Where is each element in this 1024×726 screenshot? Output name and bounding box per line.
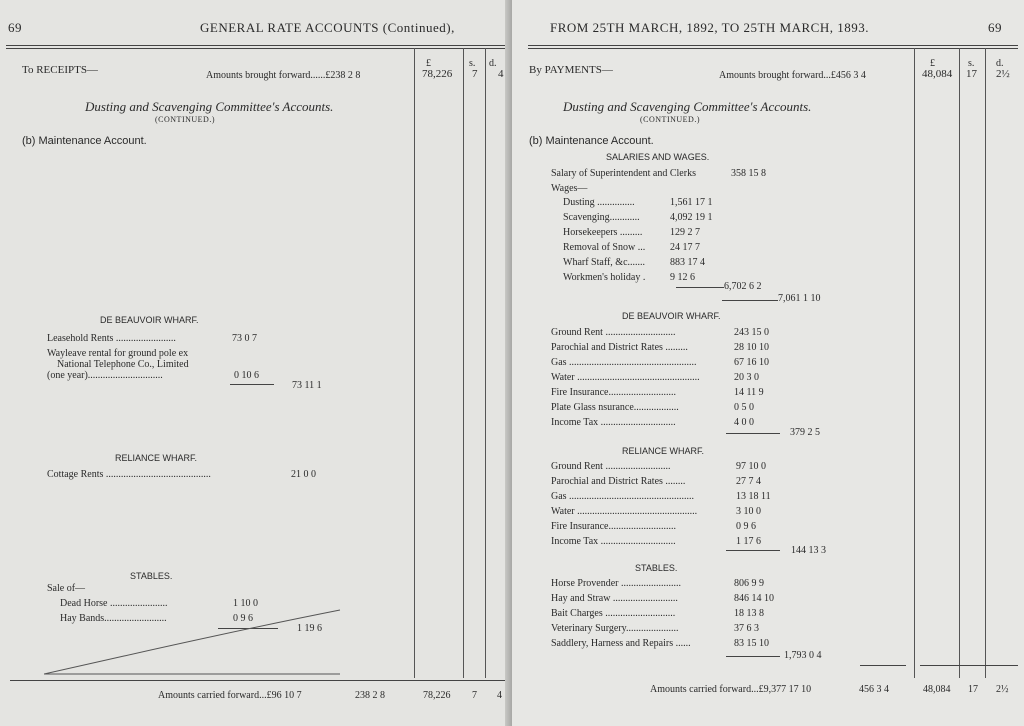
left-closing-stroke: [44, 604, 344, 676]
stables-item-label: Saddlery, Harness and Repairs ......: [551, 638, 691, 649]
stables-item-amount: 18 13 8: [734, 608, 764, 619]
de-beauvoir-item-label: Income Tax ..............................: [551, 417, 676, 428]
right-bf-shillings: 17: [966, 68, 977, 80]
stables-item-label: Veterinary Surgery.....................: [551, 623, 679, 634]
reliance-item-label: Parochial and District Rates ........: [551, 476, 686, 487]
left-hay-bands-amount: 0 9 6: [233, 613, 253, 624]
reliance-item-amount: 13 18 11: [736, 491, 771, 502]
wage-item-amount: 4,092 19 1: [670, 212, 713, 223]
wage-item-amount: 1,561 17 1: [670, 197, 713, 208]
wage-item-label: Workmen's holiday .: [563, 272, 646, 283]
right-col-pence-header: d.: [996, 58, 1004, 69]
right-running-head: FROM 25TH MARCH, 1892, TO 25TH MARCH, 1893.: [550, 20, 869, 35]
wage-item-label: Scavenging............: [563, 212, 640, 223]
left-maintenance: (b) Maintenance Account.: [22, 135, 147, 147]
de-beauvoir-item-amount: 28 10 10: [734, 342, 769, 353]
wage-item-amount: 129 2 7: [670, 227, 700, 238]
de-beauvoir-item-label: Gas ...................................................: [551, 357, 697, 368]
left-wayleave-line3: (one year)..............................: [47, 370, 163, 381]
right-carried-subtotal: 456 3 4: [859, 684, 889, 695]
stables-item-label: Hay and Straw ..........................: [551, 593, 678, 604]
left-de-beauvoir-heading: DE BEAUVOIR WHARF.: [100, 315, 199, 325]
reliance-item-amount: 27 7 4: [736, 476, 761, 487]
wage-item-amount: 9 12 6: [670, 272, 695, 283]
right-col-pounds-header: £: [930, 58, 935, 69]
right-salaries-total: 7,061 1 10: [778, 293, 821, 304]
left-cf-pounds: 78,226: [423, 690, 451, 701]
de-beauvoir-item-label: Parochial and District Rates .........: [551, 342, 688, 353]
wage-item-label: Removal of Snow ...: [563, 242, 646, 253]
reliance-item-label: Fire Insurance...........................: [551, 521, 676, 532]
left-col-pence-header: d.: [489, 58, 497, 69]
right-page: [512, 0, 1024, 726]
right-carried-forward: Amounts carried forward...£9,377 17 10: [650, 684, 812, 695]
right-bf-pence: 2½: [996, 68, 1010, 80]
right-reliance-total: 144 13 3: [791, 545, 826, 556]
reliance-item-amount: 3 10 0: [736, 506, 761, 517]
de-beauvoir-item-amount: 0 5 0: [734, 402, 754, 413]
right-page-number: 69: [988, 20, 1002, 35]
left-de-beauvoir-total: 73 11 1: [292, 380, 322, 391]
right-brought-forward: Amounts brought forward...£456 3 4: [719, 70, 866, 81]
left-continued: (CONTINUED.): [155, 115, 215, 124]
stables-item-amount: 846 14 10: [734, 593, 774, 604]
de-beauvoir-item-amount: 20 3 0: [734, 372, 759, 383]
de-beauvoir-item-amount: 14 11 9: [734, 387, 764, 398]
stables-item-label: Bait Charges ............................: [551, 608, 676, 619]
wage-item-label: Dusting ...............: [563, 197, 635, 208]
left-cf-pence: 4: [497, 690, 502, 701]
stables-item-label: Horse Provender ........................: [551, 578, 681, 589]
right-maintenance: (b) Maintenance Account.: [529, 135, 654, 147]
left-hay-bands-label: Hay Bands.........................: [60, 613, 167, 624]
left-page-number: 69: [8, 20, 22, 35]
stables-item-amount: 83 15 10: [734, 638, 769, 649]
left-committee-title: Dusting and Scavenging Committee's Accounts.: [85, 99, 334, 114]
right-bf-pounds: 48,084: [922, 68, 953, 80]
reliance-item-label: Income Tax ..............................: [551, 536, 676, 547]
right-salary-label: Salary of Superintendent and Clerks: [551, 168, 696, 179]
right-section: By PAYMENTS—: [529, 64, 613, 76]
left-stables-total: 1 19 6: [297, 623, 322, 634]
left-leasehold-label: Leasehold Rents ........................: [47, 333, 176, 344]
left-bf-shillings: 7: [472, 68, 478, 80]
reliance-item-amount: 97 10 0: [736, 461, 766, 472]
right-reliance-heading: RELIANCE WHARF.: [622, 446, 705, 456]
wage-item-label: Wharf Staff, &c.......: [563, 257, 646, 268]
right-cf-pence: 2½: [996, 684, 1009, 695]
left-carried-subtotal: 238 2 8: [355, 690, 385, 701]
stables-item-amount: 37 6 3: [734, 623, 759, 634]
right-committee-title: Dusting and Scavenging Committee's Accounts.: [563, 99, 812, 114]
left-running-head: GENERAL RATE ACCOUNTS (Continued),: [200, 20, 455, 35]
reliance-item-label: Gas ..................................................: [551, 491, 695, 502]
right-wages-total: 6,702 6 2: [724, 281, 762, 292]
left-brought-forward: Amounts brought forward......£238 2 8: [206, 70, 361, 81]
left-wayleave-line2: National Telephone Co., Limited: [57, 359, 189, 370]
de-beauvoir-item-amount: 4 0 0: [734, 417, 754, 428]
reliance-item-label: Ground Rent ..........................: [551, 461, 671, 472]
left-carried-forward: Amounts carried forward...£96 10 7: [158, 690, 302, 701]
reliance-item-amount: 0 9 6: [736, 521, 756, 532]
right-cf-shillings: 17: [968, 684, 978, 695]
right-cf-pounds: 48,084: [923, 684, 951, 695]
right-salary-amount: 358 15 8: [731, 168, 766, 179]
left-leasehold-amount: 73 0 7: [232, 333, 257, 344]
left-cf-shillings: 7: [472, 690, 477, 701]
right-salaries-heading: SALARIES AND WAGES.: [606, 152, 710, 162]
de-beauvoir-item-label: Water .................................................: [551, 372, 700, 383]
wage-item-amount: 883 17 4: [670, 257, 705, 268]
right-stables-heading: STABLES.: [635, 563, 678, 573]
de-beauvoir-item-label: Ground Rent ............................: [551, 327, 676, 338]
left-stables-heading: STABLES.: [130, 571, 173, 581]
de-beauvoir-item-amount: 243 15 0: [734, 327, 769, 338]
left-bf-pounds: 78,226: [422, 68, 453, 80]
right-wages-label: Wages—: [551, 183, 588, 194]
right-col-shillings-header: s.: [968, 58, 975, 69]
left-sale-of: Sale of—: [47, 583, 86, 594]
de-beauvoir-item-label: Plate Glass nsurance..................: [551, 402, 679, 413]
wage-item-amount: 24 17 7: [670, 242, 700, 253]
right-continued: (CONTINUED.): [640, 115, 700, 124]
wage-item-label: Horsekeepers .........: [563, 227, 643, 238]
left-section: To RECEIPTS—: [22, 64, 98, 76]
right-de-beauvoir-heading: DE BEAUVOIR WHARF.: [622, 311, 721, 321]
left-reliance-heading: RELIANCE WHARF.: [115, 453, 198, 463]
de-beauvoir-item-label: Fire Insurance...........................: [551, 387, 676, 398]
reliance-item-amount: 1 17 6: [736, 536, 761, 547]
stables-item-amount: 806 9 9: [734, 578, 764, 589]
right-de-beauvoir-total: 379 2 5: [790, 427, 820, 438]
left-cottage-label: Cottage Rents ..........................................: [47, 469, 211, 480]
left-col-shillings-header: s.: [469, 58, 476, 69]
left-wayleave-amount: 0 10 6: [234, 370, 259, 381]
reliance-item-label: Water ................................................: [551, 506, 698, 517]
left-dead-horse-amount: 1 10 0: [233, 598, 258, 609]
left-dead-horse-label: Dead Horse .......................: [60, 598, 168, 609]
right-stables-total: 1,793 0 4: [784, 650, 822, 661]
left-col-pounds-header: £: [426, 58, 431, 69]
de-beauvoir-item-amount: 67 16 10: [734, 357, 769, 368]
left-cottage-amount: 21 0 0: [291, 469, 316, 480]
left-wayleave-line1: Wayleave rental for ground pole ex: [47, 348, 189, 359]
left-bf-pence: 4: [498, 68, 504, 80]
